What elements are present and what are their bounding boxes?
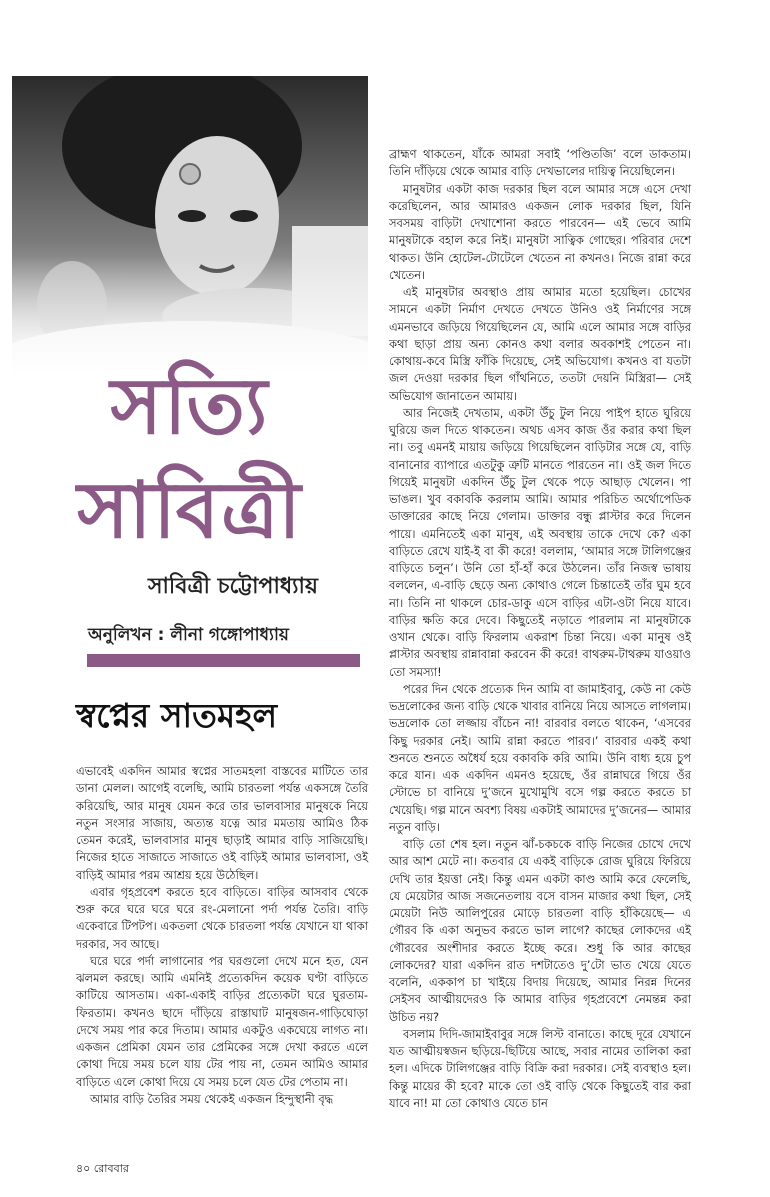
chapter-subtitle: স্বপ্নের সাতমহল: [76, 696, 278, 735]
paragraph: ব্রাহ্মণ থাকতেন, যাঁকে আমরা সবাই ‘পণ্ডিতজি’ বলে ডাকতাম। তিনি দাঁড়িয়ে থেকে আমার বাড়ি দেখভালের দায়িত্ব নিয়েছিলেন।: [389, 147, 691, 179]
portrait-photo: [12, 76, 368, 376]
paragraph: এবার গৃহপ্রবেশ করতে হবে বাড়িতে। বাড়ির আসবাব থেকে শুরু করে ঘরে ঘরে ঘরে রং-মেলানো পর্দা পর্যন্ত তৈরি। বাড়ি একেবারে টিপটপ। একতলা থেকে চারতলা পর্যন্ত যেখানে যা থাকা দরকার, সব আছে।: [76, 884, 368, 951]
paragraph: আমার বাড়ি তৈরির সময় থেকেই একজন হিন্দুস্থানী বৃদ্ধ: [90, 1091, 334, 1106]
paragraph: পরের দিন থেকে প্রত্যেক দিন আমি বা জামাইবাবু, কেউ না কেউ ভদ্রলোকের জন্য বাড়ি থেকে খাবার বানিয়ে নিয়ে আসতে লাগলাম। ভদ্রলোক তো লজ্জায় বাঁচেন না! বারবার বলতে থাকেন, ‘এসবের কিছু দরকার নেই। আমি রান্না করতে পারব।’ বারবার একই কথা শুনতে শুনতে অধৈর্য হয়ে বকাবকি করি আমি। উনি বাধ্য হয়ে চুপ করে যান। এক একদিন এমনও হয়েছে, ওঁর রান্নাঘরে গিয়ে ওঁর স্টোভে চা বানিয়ে দু’জনে মুখোমুখি বসে গল্প করতে করতে চা খেয়েছি। গল্প মানে অবশ্য বিষয় একটাই আমাদের দু’জনের— আমার নতুন বাড়ি।: [389, 681, 691, 834]
right-column: [389, 146, 691, 1112]
page-footer: ৪০ রোববার: [76, 1162, 129, 1175]
portrait-illustration: [12, 76, 368, 376]
left-column: [76, 763, 368, 1108]
transcriber-credit: অনুলিখন : লীনা গঙ্গোপাধ্যায়: [88, 625, 289, 645]
title-line-2: সাবিত্রী: [77, 465, 303, 556]
paragraph: আর নিজেই দেখতাম, একটা উঁচু টুল নিয়ে পাইপ হাতে ঘুরিয়ে ঘুরিয়ে জল দিতে থাকতেন। অথচ এসব কাজ ওঁর করার কথা ছিল না। তবু এমনই মায়ায় জড়িয়ে গিয়েছিলেন বাড়িটার সঙ্গে যে, বাড়ি বানানোর ব্যাপারে এতটুকু ত্রুটি মানতে পারতেন না। ওই জল দিতে গিয়েই মানুষটা একদিন উঁচু টুল থেকে পড়ে আছাড় খেলেন। পা ভাঙল। খুব বকাবকি করলাম আমি। আমার পরিচিত অর্থোপেডিক ডাক্তারের কাছে নিয়ে গেলাম। ডাক্তার বন্ধু প্লাস্টার করে দিলেন পায়ে। এমনিতেই একা মানুষ, এই অবস্থায় তাকে দেখে কে? একা বাড়িতে রেখে যাই-ই বা কী করে! বললাম, ‘আমার সঙ্গে টালিগঞ্জের বাড়িতে চলুন’। উনি তো হাঁ-হাঁ করে উঠলেন। তাঁর নিজস্ব ভাষায় বললেন, এ-বাড়ি ছেড়ে অন্য কোথাও গেলে চিন্তাতেই তাঁর ঘুম হবে না। তিনি না থাকলে চোর-ডাকু এসে বাড়ির এটা-ওটা নিয়ে যাবে। বাড়ির ক্ষতি করে দেবে। কিছুতেই নড়াতে পারলাম না মানুষটাকে ওখান থেকে। বাড়ি ফিরলাম একরাশ চিন্তা নিয়ে। একা মানুষ ওই প্লাস্টার অবস্থায় রান্নাবান্না করবেন কী করে! বাথরুম-টাথরুম যাওয়াও তো সমস্যা!: [389, 405, 691, 679]
paragraph: বসলাম দিদি-জামাইবাবুর সঙ্গে লিস্ট বানাতে। কাছে দূরে যেখানে যত আত্মীয়স্বজন ছড়িয়ে-ছিটিয়ে আছে, সবার নামের তালিকা করা হল। এদিকে টালিগঞ্জের বাড়ি বিক্রি করা দরকার। সেই ব্যবস্থাও হল। কিন্তু মায়ের কী হবে? মাকে তো ওই বাড়ি থেকে কিছুতেই বার করা যাবে না! মা তো কোথাও যেতে চান: [389, 1026, 691, 1110]
title-line-1: সত্যি: [110, 361, 270, 452]
paragraph: এই মানুষটার অবস্থাও প্রায় আমার মতো হয়েছিল। চোখের সামনে একটা নির্মাণ দেখতে দেখতে উনিও ওই নির্মাণের সঙ্গে এমনভাবে জড়িয়ে গিয়েছিলেন যে, আমি এলে আমার সঙ্গে বাড়ির কথা ছাড়া প্রায় অন্য কোনও কথা বলার অবকাশই পেতেন না। কোথায়-কবে মিস্ত্রি ফাঁকি দিয়েছে, সেই অভিযোগ। কখনও বা যতটা জল দেওয়া দরকার ছিল গাঁথনিতে, ততটা দেয়নি মিস্ত্রিরা— সেই অভিযোগ জানাতেন আমায়।: [389, 285, 691, 403]
paragraph: ঘরে ঘরে পর্দা লাগানোর পর ঘরগুলো দেখে মনে হত, যেন ঝলমল করছে। আমি এমনিই প্রত্যেকদিন কয়েক ঘণ্টা বাড়িতে কাটিয়ে আসতাম। একা-একাই বাড়ির প্রত্যেকটা ঘরে ঘুরতাম-ফিরতাম। কখনও ছাদে দাঁড়িয়ে রাস্তাঘাট মানুষজন-গাড়িঘোড়া দেখে সময় পার করে দিতাম। আমার একটুও একঘেয়ে লাগত না। একজন প্রেমিকা যেমন তার প্রেমিকের সঙ্গে দেখা করতে এলে কোথা দিয়ে সময় চলে যায় টের পায় না, তেমন আমিও আমার বাড়িতে এলে কোথা দিয়ে যে সময় চলে যেত টের পেতাম না।: [76, 953, 368, 1089]
paragraph: মানুষটার একটা কাজ দরকার ছিল বলে আমার সঙ্গে এসে দেখা করেছিলেন, আর আমারও একজন লোক দরকার ছিল, যিনি সবসময় বাড়িটা দেখাশোনা করতে পারবেন— এই ভেবে আমি মানুষটাকে বহাল করে নিই। মানুষটা সাত্বিক গোছের। পরিবার দেশে থাকত। উনি হোটেল-টোটেলে খেতেন না কখনও। নিজে রান্না করে খেতেন।: [389, 181, 691, 282]
paragraph: বাড়ি তো শেষ হল। নতুন ঝাঁ-চকচকে বাড়ি নিজের চোখে দেখে আর আশ মেটে না। কতবার যে একই বাড়িকে রোজ ঘুরিয়ে ফিরিয়ে দেখি তার ইয়ত্তা নেই। কিন্তু এমন একটা কাণ্ড আমি করে ফেলেছি, যে মেয়েটার আজ সজনেতলায় বসে বাসন মাজার কথা ছিল, সেই মেয়েটা নিউ আলিপুরের মোড়ে চারতলা বাড়ি হাঁকিয়েছে— এ গৌরব কি একা অনুভব করতে ভাল লাগে? কাছের লোকদের এই গৌরবের অংশীদার করতে ইচ্ছে করে। শুধু কি আর কাছের লোকদের? যারা একদিন রাত দশটাতেও দু’টো ভাত খেয়ে যেতে বলেনি, এককাপ চা খাইয়ে বিদায় দিয়েছে, আমার নিরন্ন দিনের সেইসব আত্মীয়দেরও কি আমার বাড়ির গৃহপ্রবেশে নেমন্তন্ন করা উচিত নয়?: [389, 837, 691, 1024]
accent-rule: [87, 654, 360, 667]
paragraph: এভাবেই একদিন আমার স্বপ্নের সাতমহলা বাস্তবের মাটিতে তার ডানা মেলল। আগেই বলেছি, আমি চারতলা পর্যন্ত একসঙ্গে তৈরি করিয়েছি, আর মানুষ যেমন করে তার ভালবাসার মানুষকে নিয়ে নতুন সংসার সাজায়, অত্যন্ত যত্নে আর মমতায় আমিও ঠিক তেমন করেই, ভালবাসার মানুষ ছাড়াই আমার বাড়ি সাজিয়েছি। নিজের হাতে সাজাতে সাজাতে ওই বাড়িই আমার ভালবাসা, ওই বাড়িই আমার পরম আশ্রয় হয়ে উঠেছিল।: [76, 764, 368, 882]
author-name: সাবিত্রী চট্টোপাধ্যায়: [148, 573, 318, 599]
